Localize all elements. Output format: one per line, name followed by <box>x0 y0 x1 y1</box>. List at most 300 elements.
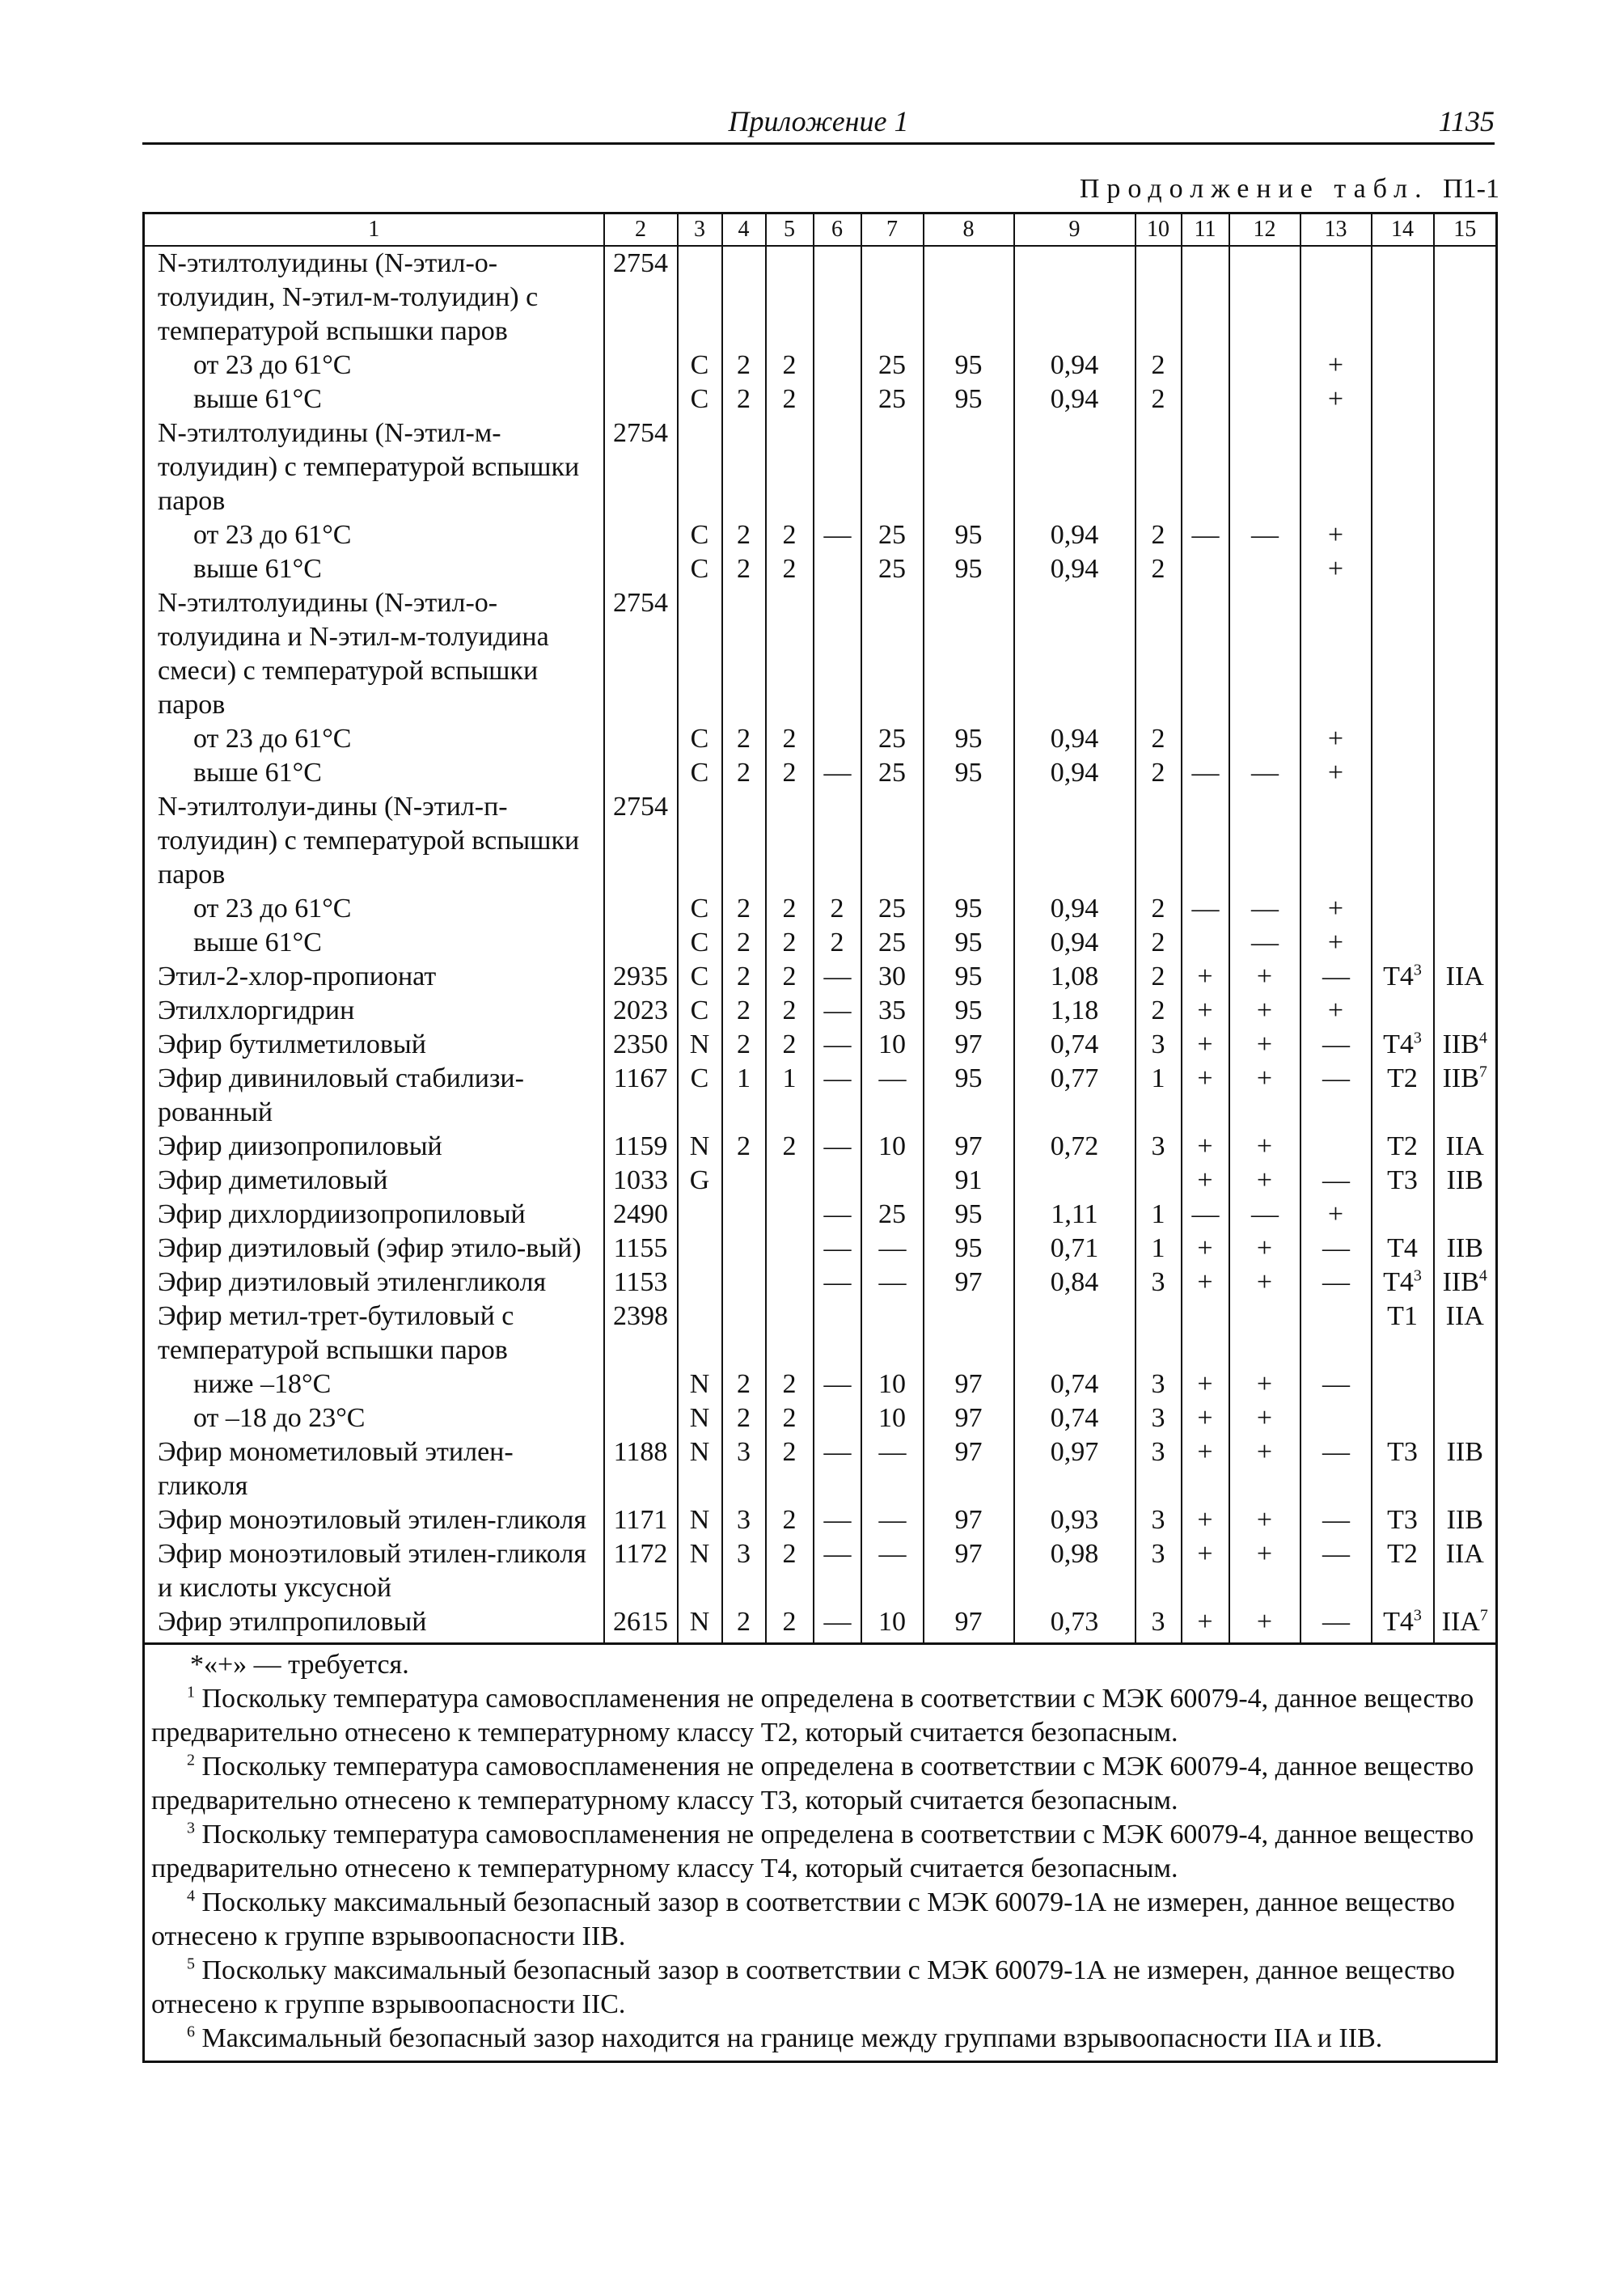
cell-col-7 <box>861 1028 924 1062</box>
cell-value: 2 <box>1151 758 1165 788</box>
cell-value: + <box>1256 1233 1273 1263</box>
continuation-text: Продолжение табл. <box>1079 174 1429 204</box>
cell-value: 1 <box>737 1063 751 1093</box>
cell-col-14 <box>1372 960 1434 994</box>
cell-value: + <box>1197 962 1213 991</box>
substance-name <box>144 383 604 416</box>
cell-value: 2 <box>782 758 797 788</box>
cell-value: 0,71 <box>1050 1233 1099 1263</box>
cell-col-12 <box>1229 1266 1300 1300</box>
substance-name <box>144 994 604 1028</box>
cell-value: 2 <box>1151 554 1165 584</box>
cell-value: N-этилтолуи-дины (N-этил-п-толуидин) с температурой вспышки паров <box>158 792 580 890</box>
cell-col-4 <box>722 1401 766 1435</box>
cell-col-8 <box>924 1435 1014 1503</box>
cell-col-13 <box>1300 383 1372 416</box>
cell-col-13 <box>1300 1164 1372 1198</box>
cell-col-14 <box>1372 383 1434 416</box>
cell-value: IIB <box>1446 1437 1483 1467</box>
cell-col-13 <box>1300 756 1372 790</box>
cell-value: 1033 <box>613 1165 668 1195</box>
cell-value: 3 <box>737 1505 751 1535</box>
cell-col-3 <box>678 756 722 790</box>
cell-col-12 <box>1229 416 1300 518</box>
table-row <box>144 1164 1497 1198</box>
footnote-text: Поскольку температура самовоспламенения не определена в соответствии с МЭК 60079-4, данное вещество предварительно отнесено к температурному классу T3, который считается безопасным. <box>151 1752 1474 1815</box>
cell-col-7 <box>861 1164 924 1198</box>
cell-col-3 <box>678 518 722 552</box>
cell-value: 0,74 <box>1050 1369 1099 1399</box>
cell-value: 0,77 <box>1050 1063 1099 1093</box>
cell-value: — <box>1322 1539 1349 1569</box>
column-number: 3 <box>678 213 722 247</box>
table-row <box>144 1367 1497 1401</box>
cell-col-13 <box>1300 790 1372 892</box>
cell-col-14 <box>1372 1537 1434 1605</box>
cell-col-12 <box>1229 1503 1300 1537</box>
cell-value: Эфир этилпропиловый <box>158 1607 427 1637</box>
table-row <box>144 1537 1497 1605</box>
cell-value: 95 <box>954 758 983 788</box>
cell-value: 25 <box>878 758 906 788</box>
cell-value: N <box>689 1029 710 1059</box>
cell-value: 1155 <box>613 1233 668 1263</box>
cell-col-11 <box>1182 722 1229 756</box>
cell-value: + <box>1327 928 1344 957</box>
cell-col-5 <box>766 383 814 416</box>
cell-value: + <box>1256 1029 1273 1059</box>
cell-col-7 <box>861 1198 924 1232</box>
cell-col-13 <box>1300 552 1372 586</box>
cell-col-14 <box>1372 552 1434 586</box>
cell-col-6 <box>814 790 861 892</box>
cell-col-12 <box>1229 1028 1300 1062</box>
cell-col-5 <box>766 1130 814 1164</box>
cell-value: 2 <box>782 928 797 957</box>
table-row <box>144 1435 1497 1503</box>
cell-col-10 <box>1136 1605 1182 1644</box>
cell-col-9 <box>1014 349 1136 383</box>
cell-value: C <box>690 758 709 788</box>
cell-value: 1167 <box>613 1063 668 1093</box>
cell-col-5 <box>766 892 814 926</box>
cell-col-3 <box>678 960 722 994</box>
cell-col-2 <box>604 1028 678 1062</box>
cell-col-10 <box>1136 518 1182 552</box>
cell-col-15 <box>1434 1435 1497 1503</box>
cell-value: T4 <box>1383 962 1414 991</box>
cell-col-15 <box>1434 1028 1497 1062</box>
cell-col-11 <box>1182 1537 1229 1605</box>
cell-col-4 <box>722 552 766 586</box>
cell-value: + <box>1327 520 1344 550</box>
cell-value: — <box>1322 1369 1349 1399</box>
cell-value: 97 <box>954 1369 983 1399</box>
cell-value: 95 <box>954 928 983 957</box>
cell-col-4 <box>722 1300 766 1367</box>
cell-value: + <box>1256 1539 1273 1569</box>
cell-col-7 <box>861 1503 924 1537</box>
cell-value: — <box>1322 1607 1349 1637</box>
cell-col-5 <box>766 790 814 892</box>
cell-col-8 <box>924 518 1014 552</box>
footnote-text: Поскольку температура самовоспламенения не определена в соответствии с МЭК 60079-4, данное вещество предварительно отнесено к температурному классу T2, который считается безопасным. <box>151 1684 1474 1748</box>
cell-value: 95 <box>954 520 983 550</box>
cell-col-9 <box>1014 1130 1136 1164</box>
cell-col-12 <box>1229 552 1300 586</box>
cell-col-6 <box>814 349 861 383</box>
substance-name <box>144 518 604 552</box>
cell-value: 0,98 <box>1050 1539 1099 1569</box>
footnote <box>151 2022 1489 2056</box>
cell-value: — <box>823 1369 851 1399</box>
cell-value: + <box>1197 1607 1213 1637</box>
cell-value: 2 <box>1151 520 1165 550</box>
cell-col-11 <box>1182 552 1229 586</box>
cell-col-14 <box>1372 416 1434 518</box>
cell-col-13 <box>1300 1198 1372 1232</box>
table-row <box>144 960 1497 994</box>
cell-col-6 <box>814 960 861 994</box>
cell-value: — <box>1251 928 1278 957</box>
cell-col-2 <box>604 1198 678 1232</box>
cell-value: + <box>1197 995 1213 1025</box>
cell-col-15 <box>1434 1503 1497 1537</box>
cell-col-5 <box>766 1300 814 1367</box>
cell-col-13 <box>1300 926 1372 960</box>
cell-value: T2 <box>1387 1063 1418 1093</box>
cell-col-12 <box>1229 1537 1300 1605</box>
column-number: 12 <box>1229 213 1300 247</box>
cell-value: 25 <box>878 928 906 957</box>
cell-value: 2 <box>737 724 751 754</box>
cell-col-14 <box>1372 349 1434 383</box>
cell-col-9 <box>1014 722 1136 756</box>
cell-col-9 <box>1014 246 1136 349</box>
cell-value: 0,94 <box>1050 928 1099 957</box>
cell-value: 1 <box>782 1063 797 1093</box>
cell-col-12 <box>1229 1605 1300 1644</box>
column-number: 7 <box>861 213 924 247</box>
cell-value: + <box>1197 1233 1213 1263</box>
table-row <box>144 722 1497 756</box>
cell-col-7 <box>861 1266 924 1300</box>
cell-col-3 <box>678 1164 722 1198</box>
cell-col-6 <box>814 1401 861 1435</box>
cell-col-7 <box>861 1062 924 1130</box>
cell-col-3 <box>678 722 722 756</box>
cell-col-7 <box>861 349 924 383</box>
table-row <box>144 892 1497 926</box>
cell-col-4 <box>722 1435 766 1503</box>
footnote <box>151 1682 1489 1750</box>
cell-value: 1 <box>1151 1199 1165 1229</box>
cell-value: 2 <box>737 384 751 414</box>
column-number: 8 <box>924 213 1014 247</box>
cell-col-8 <box>924 383 1014 416</box>
cell-value: 2023 <box>613 995 668 1025</box>
cell-value: N-этилтолуидины (N-этил-о-толуидин, N-этил-м-толуидин) с температурой вспышки паров <box>158 248 539 346</box>
cell-value: + <box>1197 1131 1213 1161</box>
cell-col-9 <box>1014 1435 1136 1503</box>
cell-col-6 <box>814 586 861 722</box>
cell-value: 0,94 <box>1050 350 1099 380</box>
cell-value: Эфир моноэтиловый этилен-гликоля и кислоты уксусной <box>158 1539 587 1603</box>
cell-col-5 <box>766 1266 814 1300</box>
cell-value: 2 <box>782 1437 797 1467</box>
cell-col-11 <box>1182 1198 1229 1232</box>
cell-value: + <box>1256 1403 1273 1433</box>
cell-col-6 <box>814 416 861 518</box>
cell-col-11 <box>1182 518 1229 552</box>
cell-col-4 <box>722 926 766 960</box>
cell-col-12 <box>1229 1435 1300 1503</box>
cell-col-11 <box>1182 994 1229 1028</box>
cell-value: T1 <box>1387 1301 1418 1331</box>
table-continuation-label <box>1080 173 1499 205</box>
cell-col-2 <box>604 926 678 960</box>
cell-col-7 <box>861 1367 924 1401</box>
cell-col-12 <box>1229 722 1300 756</box>
cell-value: 2 <box>1151 995 1165 1025</box>
cell-value: 3 <box>1151 1029 1165 1059</box>
cell-value: 0,93 <box>1050 1505 1099 1535</box>
cell-col-8 <box>924 926 1014 960</box>
substance-name <box>144 1367 604 1401</box>
cell-col-6 <box>814 1062 861 1130</box>
cell-col-14 <box>1372 1300 1434 1367</box>
cell-col-3 <box>678 1367 722 1401</box>
cell-value: от 23 до 61°С <box>193 350 352 380</box>
cell-value: от –18 до 23°С <box>193 1403 366 1433</box>
cell-col-2 <box>604 722 678 756</box>
cell-value: 2 <box>737 894 751 924</box>
table-row <box>144 1198 1497 1232</box>
cell-col-8 <box>924 1537 1014 1605</box>
cell-col-14 <box>1372 1130 1434 1164</box>
cell-col-3 <box>678 383 722 416</box>
cell-col-8 <box>924 1401 1014 1435</box>
cell-value: — <box>1191 758 1219 788</box>
cell-value: — <box>1191 894 1219 924</box>
footnote-mark: 3 <box>1413 1606 1422 1625</box>
cell-col-15 <box>1434 1164 1497 1198</box>
cell-value: 3 <box>1151 1369 1165 1399</box>
cell-value: — <box>878 1233 906 1263</box>
cell-value: IIB <box>1446 1165 1483 1195</box>
table-row <box>144 1232 1497 1266</box>
substance-name <box>144 552 604 586</box>
cell-col-3 <box>678 1605 722 1644</box>
cell-value: 25 <box>878 350 906 380</box>
cell-col-6 <box>814 722 861 756</box>
cell-col-3 <box>678 1537 722 1605</box>
cell-value: 2 <box>782 1131 797 1161</box>
cell-col-5 <box>766 1164 814 1198</box>
cell-value: 2 <box>782 1539 797 1569</box>
cell-col-10 <box>1136 1266 1182 1300</box>
cell-value: — <box>823 1131 851 1161</box>
substance-name <box>144 1232 604 1266</box>
cell-value: 95 <box>954 1063 983 1093</box>
cell-value: 3 <box>737 1539 751 1569</box>
cell-col-10 <box>1136 1164 1182 1198</box>
cell-col-7 <box>861 756 924 790</box>
cell-col-2 <box>604 1605 678 1644</box>
cell-value: + <box>1256 1369 1273 1399</box>
cell-value: 2 <box>1151 384 1165 414</box>
cell-col-4 <box>722 994 766 1028</box>
column-number: 1 <box>144 213 604 247</box>
cell-value: 95 <box>954 894 983 924</box>
cell-col-2 <box>604 1062 678 1130</box>
substance-name <box>144 1266 604 1300</box>
cell-col-7 <box>861 1605 924 1644</box>
cell-col-5 <box>766 1435 814 1503</box>
cell-value: 1,08 <box>1050 962 1099 991</box>
cell-col-2 <box>604 246 678 349</box>
cell-value: 1,11 <box>1051 1199 1098 1229</box>
cell-col-9 <box>1014 1503 1136 1537</box>
cell-col-6 <box>814 1232 861 1266</box>
footnote <box>151 1750 1489 1818</box>
cell-col-5 <box>766 1198 814 1232</box>
cell-value: 95 <box>954 1199 983 1229</box>
substance-name <box>144 586 604 722</box>
cell-col-5 <box>766 1537 814 1605</box>
cell-col-6 <box>814 1605 861 1644</box>
cell-col-11 <box>1182 1232 1229 1266</box>
cell-value: + <box>1197 1029 1213 1059</box>
cell-col-11 <box>1182 349 1229 383</box>
cell-value: Эфир диэтиловый (эфир этило-вый) <box>158 1233 582 1263</box>
cell-col-15 <box>1434 1062 1497 1130</box>
cell-col-15 <box>1434 722 1497 756</box>
substance-name <box>144 892 604 926</box>
cell-col-2 <box>604 960 678 994</box>
cell-value: + <box>1197 1165 1213 1195</box>
cell-value: 3 <box>1151 1131 1165 1161</box>
cell-value: — <box>823 1063 851 1093</box>
cell-col-14 <box>1372 1435 1434 1503</box>
substance-name <box>144 1401 604 1435</box>
cell-col-13 <box>1300 1232 1372 1266</box>
cell-col-13 <box>1300 1435 1372 1503</box>
cell-col-10 <box>1136 1537 1182 1605</box>
cell-value: 10 <box>878 1369 906 1399</box>
cell-value: — <box>878 1539 906 1569</box>
cell-value: 2350 <box>613 1029 668 1059</box>
cell-value: — <box>823 1267 851 1297</box>
cell-col-13 <box>1300 518 1372 552</box>
cell-col-12 <box>1229 246 1300 349</box>
cell-value: 2 <box>782 1029 797 1059</box>
substance-name <box>144 1164 604 1198</box>
cell-value: IIA <box>1441 1607 1480 1637</box>
cell-value: N <box>689 1607 710 1637</box>
cell-col-8 <box>924 1300 1014 1367</box>
cell-col-5 <box>766 1605 814 1644</box>
cell-value: 2 <box>737 1607 751 1637</box>
cell-value: T3 <box>1387 1437 1418 1467</box>
cell-col-5 <box>766 1401 814 1435</box>
cell-value: — <box>823 1607 851 1637</box>
cell-col-15 <box>1434 586 1497 722</box>
cell-value: 25 <box>878 554 906 584</box>
cell-col-15 <box>1434 756 1497 790</box>
cell-value: C <box>690 962 709 991</box>
cell-value: — <box>878 1267 906 1297</box>
cell-value: — <box>1191 1199 1219 1229</box>
cell-col-7 <box>861 926 924 960</box>
footnote-text: Максимальный безопасный зазор находится на границе между группами взрывоопасности IIA и IIB. <box>201 2023 1383 2053</box>
cell-col-8 <box>924 892 1014 926</box>
cell-col-15 <box>1434 1605 1497 1644</box>
cell-value: 2490 <box>613 1199 668 1229</box>
cell-col-4 <box>722 246 766 349</box>
cell-value: 2 <box>737 928 751 957</box>
cell-value: + <box>1327 554 1344 584</box>
cell-col-4 <box>722 892 766 926</box>
table-notes <box>144 1644 1497 2062</box>
cell-value: C <box>690 1063 709 1093</box>
cell-value: C <box>690 554 709 584</box>
cell-col-3 <box>678 1401 722 1435</box>
table-row <box>144 1605 1497 1644</box>
cell-value: — <box>823 995 851 1025</box>
cell-col-12 <box>1229 1401 1300 1435</box>
cell-value: 95 <box>954 962 983 991</box>
cell-col-4 <box>722 349 766 383</box>
cell-value: IIA <box>1445 1539 1484 1569</box>
cell-col-4 <box>722 383 766 416</box>
cell-value: 0,74 <box>1050 1029 1099 1059</box>
cell-col-5 <box>766 552 814 586</box>
cell-value: IIA <box>1445 1301 1484 1331</box>
cell-col-6 <box>814 1266 861 1300</box>
cell-value: Эфир метил-трет-бутиловый с температурой вспышки паров <box>158 1301 514 1365</box>
table-row <box>144 1062 1497 1130</box>
cell-col-8 <box>924 790 1014 892</box>
cell-col-4 <box>722 722 766 756</box>
cell-col-6 <box>814 1367 861 1401</box>
cell-value: 3 <box>1151 1505 1165 1535</box>
cell-col-15 <box>1434 1266 1497 1300</box>
cell-value: 2615 <box>613 1607 668 1637</box>
cell-col-5 <box>766 1232 814 1266</box>
cell-col-4 <box>722 1164 766 1198</box>
cell-value: C <box>690 995 709 1025</box>
cell-value: 2 <box>1151 894 1165 924</box>
cell-col-10 <box>1136 1367 1182 1401</box>
cell-col-9 <box>1014 994 1136 1028</box>
cell-value: 2 <box>782 520 797 550</box>
cell-col-6 <box>814 1164 861 1198</box>
cell-col-15 <box>1434 246 1497 349</box>
cell-value: 97 <box>954 1131 983 1161</box>
cell-value: 2 <box>737 350 751 380</box>
cell-value: Эфир диэтиловый этиленгликоля <box>158 1267 547 1297</box>
cell-value: 2 <box>830 928 844 957</box>
cell-col-12 <box>1229 349 1300 383</box>
table-row <box>144 1300 1497 1367</box>
substance-name <box>144 1300 604 1367</box>
cell-col-10 <box>1136 1198 1182 1232</box>
cell-col-8 <box>924 1198 1014 1232</box>
cell-col-9 <box>1014 1164 1136 1198</box>
footnote-text: Поскольку температура самовоспламенения не определена в соответствии с МЭК 60079-4, данное вещество предварительно отнесено к температурному классу T4, который считается безопасным. <box>151 1820 1474 1883</box>
cell-col-7 <box>861 552 924 586</box>
